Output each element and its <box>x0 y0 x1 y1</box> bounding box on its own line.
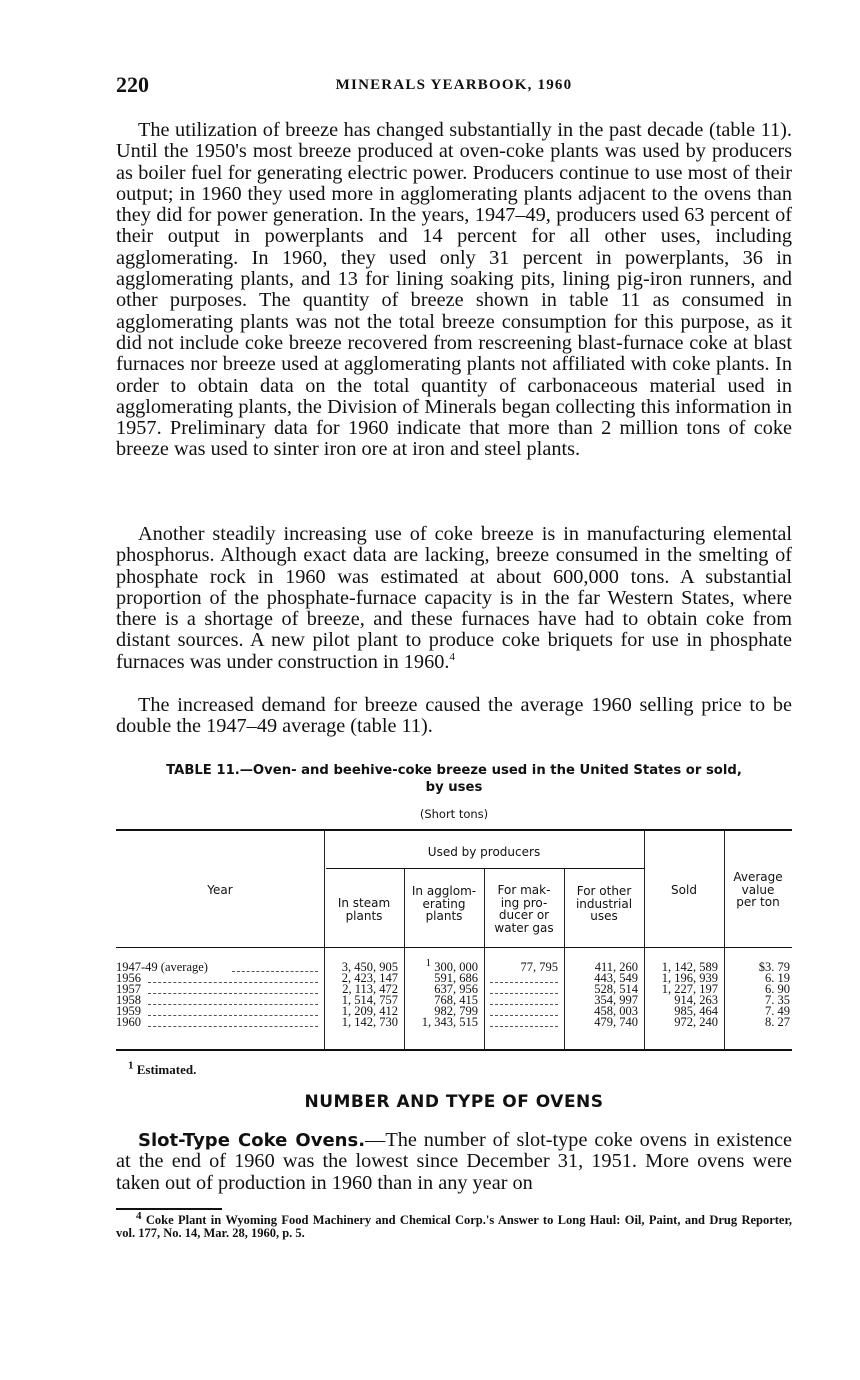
cell-year: 1958 <box>116 993 141 1007</box>
footnote-rule <box>116 1208 222 1210</box>
running-head: MINERALS YEARBOOK, 1960 <box>335 77 573 93</box>
page-footnote-text: Coke Plant in Wyoming Food Machinery and Chemical Corp.'s Answer to Long Haul: Oil, Paint, and Drug Reporter, vol. 177, No. 14, Mar. 28, 1960, p. 5. <box>116 1213 793 1240</box>
paragraph-price <box>116 695 792 738</box>
cell-avg: $3. 79 <box>758 960 790 974</box>
cell-making-empty <box>490 1004 558 1005</box>
header-other-industrial-uses: For other industrial uses <box>575 884 633 923</box>
table-footnote-mark: 1 <box>128 1059 134 1072</box>
cell-steam: 3, 450, 905 <box>341 960 398 974</box>
cell-sold: 985, 464 <box>674 1004 718 1018</box>
cell-steam: 2, 423, 147 <box>341 971 398 985</box>
header-average-value: Average value per ton <box>733 870 783 909</box>
page-header <box>116 72 792 102</box>
cell-other: 354, 997 <box>594 993 638 1007</box>
paragraph-text: The increased demand for breeze caused the average 1960 selling price to be double the 1947–49 average (table 11). <box>116 694 792 738</box>
cell-avg: 6. 90 <box>765 982 790 996</box>
paragraph-text: —The number of slot-type coke ovens in existence at the end of 1960 was the lowest since December 31, 1951. More ovens were taken out of production in 1960 than in any year on <box>116 1129 792 1194</box>
cell-steam: 1, 209, 412 <box>341 1004 398 1018</box>
paragraph-slot-type-ovens <box>116 1130 792 1194</box>
table-title <box>116 762 792 796</box>
paragraph-breeze-utilization <box>116 120 792 461</box>
table-footnote <box>128 1059 197 1078</box>
footnote-ref-4: 4 <box>449 651 455 664</box>
table-top-rule <box>116 829 792 831</box>
cell-making-empty <box>490 1026 558 1027</box>
table-units: (Short tons) <box>419 807 489 821</box>
cell-making-empty <box>490 993 558 994</box>
cell-sold: 1, 142, 589 <box>661 960 718 974</box>
header-producer-water-gas: For mak- ing pro- ducer or water gas <box>494 883 554 935</box>
cell-year: 1960 <box>116 1015 141 1029</box>
table-bottom-rule <box>116 1049 792 1051</box>
page-number: 220 <box>116 72 149 97</box>
cell-other: 411, 260 <box>594 960 638 974</box>
cell-steam: 1, 142, 730 <box>341 1015 398 1029</box>
cell-other: 458, 003 <box>594 1004 638 1018</box>
cell-steam: 2, 113, 472 <box>342 982 398 996</box>
cell-other: 479, 740 <box>594 1015 638 1029</box>
cell-other: 443, 549 <box>594 971 638 985</box>
cell-other: 528, 514 <box>594 982 638 996</box>
table-title-line1: TABLE 11.—Oven- and beehive-coke breeze used in the United States or sold, <box>166 763 742 778</box>
paragraph-phosphorus <box>116 524 792 673</box>
cell-avg: 8. 27 <box>765 1015 790 1029</box>
column-divider <box>324 831 325 1049</box>
leader-dots <box>148 1026 318 1027</box>
header-bottom-rule <box>116 947 792 948</box>
leader-dots <box>148 1004 318 1005</box>
column-divider <box>644 831 645 1049</box>
table-footnote-text: Estimated. <box>136 1062 197 1077</box>
cell-making-empty <box>490 982 558 983</box>
page-footnote-mark: 4 <box>136 1209 142 1222</box>
section-heading: NUMBER AND TYPE OF OVENS <box>304 1092 604 1112</box>
cell-avg: 7. 35 <box>765 993 790 1007</box>
cell-sold: 972, 240 <box>674 1015 718 1029</box>
cell-agglom: 1, 343, 515 <box>421 1015 478 1029</box>
cell-agglom: $^1$ 300, 000 <box>425 956 478 974</box>
cell-avg: 7. 49 <box>765 1004 790 1018</box>
group-header-rule <box>326 868 644 869</box>
cell-year: 1947-49 (average) <box>116 960 208 974</box>
leader-dots <box>232 971 318 972</box>
cell-sold: 914, 263 <box>674 993 718 1007</box>
cell-avg: 6. 19 <box>765 971 790 985</box>
leader-dots <box>148 993 318 994</box>
cell-year: 1957 <box>116 982 141 996</box>
cell-sold: 1, 196, 939 <box>661 971 718 985</box>
leader-dots <box>148 982 318 983</box>
page-footnote <box>116 1209 793 1240</box>
header-year: Year <box>207 883 233 897</box>
paragraph-text: Another steadily increasing use of coke breeze is in manufacturing elemental phosphorus. Although exact data are lacking, breeze consumed in the smelting of phosphate rock in 1960 was estimated at about 600,000 tons. A substantial proportion of the phosphate-furnace capacity is in the far Western States, where there is a shortage of breeze, and these furnaces have had to obtain coke from distant sources. A new pilot plant to produce coke briquets for use in phosphate furnaces was under construction in 1960. <box>116 523 792 673</box>
paragraph-text: The utilization of breeze has changed substantially in the past decade (table 11). Until the 1950's most breeze produced at oven-coke plants was used by producers as boiler fuel for generating electric power. Producers continue to use most of their output; in 1960 they used more in agglomerating plants adjacent to the ovens than they did for power generation. In the years, 1947–49, producers used 63 percent of their output in powerplants and 14 percent for all other uses, including agglomerating. In 1960, they used only 31 percent in powerplants, 36 in agglomerating plants, and 13 for lining soaking pits, lining pig-iron runners, and other purposes. The quantity of breeze shown in table 11 as consumed in agglomerating plants was not the total breeze consumption for this purpose, as it did not include coke breeze recovered from rescreening blast-furnace coke at blast furnaces nor breeze used at agglomerating plants not affiliated with coke plants. In order to obtain data on the total quantity of carbonaceous material used in agglomerating plants, the Division of Minerals began collecting this information in 1957. Preliminary data for 1960 indicate that more than 2 million tons of coke breeze was used to sinter iron ore at iron and steel plants. <box>116 119 792 461</box>
cell-agglom: 591, 686 <box>434 971 478 985</box>
header-used-by-producers: Used by producers <box>427 845 541 859</box>
cell-year: 1956 <box>116 971 141 985</box>
cell-sold: 1, 227, 197 <box>661 982 718 996</box>
header-sold: Sold <box>671 883 697 897</box>
leader-dots <box>148 1015 318 1016</box>
cell-agglom: 982, 799 <box>434 1004 478 1018</box>
header-agglomerating-plants: In agglom- erating plants <box>411 884 477 923</box>
header-steam-plants: In steam plants <box>337 896 391 923</box>
cell-steam: 1, 514, 757 <box>341 993 398 1007</box>
run-in-heading: Slot-Type Coke Ovens. <box>138 1130 366 1151</box>
cell-agglom: 768, 415 <box>434 993 478 1007</box>
column-divider <box>724 831 725 1049</box>
cell-agglom: 637, 956 <box>434 982 478 996</box>
estimated-mark: 1 <box>425 956 432 969</box>
cell-year: 1959 <box>116 1004 141 1018</box>
cell-making: 77, 795 <box>520 960 558 974</box>
cell-making-empty <box>490 1015 558 1016</box>
table-title-line2: by uses <box>425 780 483 795</box>
